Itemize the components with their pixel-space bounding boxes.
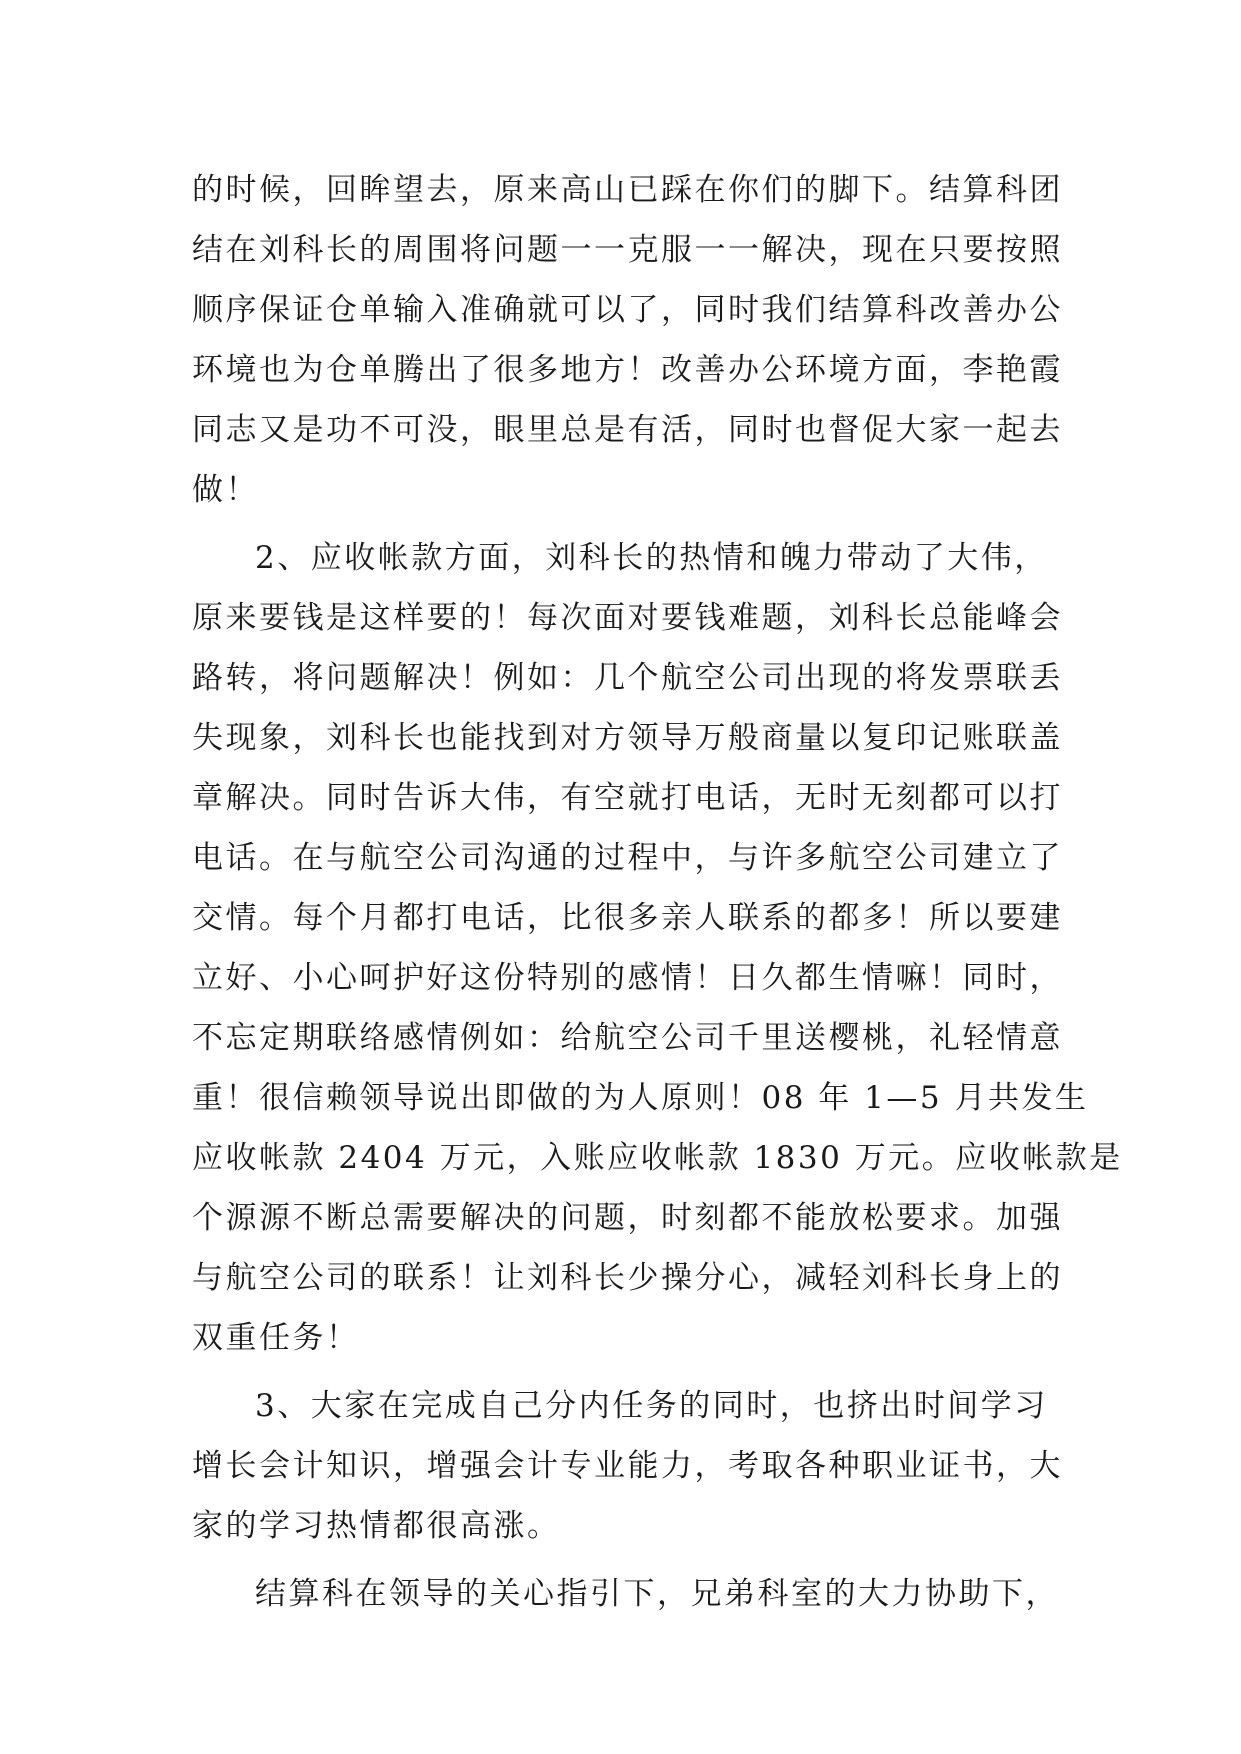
paragraph-item-3 (192, 1376, 1072, 1556)
document-body (192, 160, 1123, 1624)
text-line: 失现象，刘科长也能找到对方领导万般商量以复印记账联盖 (192, 720, 1063, 756)
text-line: 原来要钱是这样要的！每次面对要钱难题，刘科长总能峰会 (192, 600, 1063, 636)
text-line: 增长会计知识，增强会计专业能力，考取各种职业证书，大 (192, 1448, 1063, 1484)
text-line: 同志又是功不可没，眼里总是有活，同时也督促大家一起去 (192, 412, 1063, 448)
paragraph-closing (192, 1564, 1072, 1624)
text-line: 环境也为仓单腾出了很多地方！改善办公环境方面，李艳霞 (192, 352, 1063, 388)
text-line: 家的学习热情都很高涨。 (192, 1508, 561, 1544)
text-line: 不忘定期联络感情例如：给航空公司千里送樱桃，礼轻情意 (192, 1020, 1063, 1056)
text-line: 双重任务！ (192, 1320, 360, 1356)
text-line: 与航空公司的联系！让刘科长少操分心，减轻刘科长身上的 (192, 1260, 1063, 1296)
text-line: 立好、小心呵护好这份特别的感情！日久都生情嘛！同时， (192, 960, 1063, 996)
text-line: 交情。每个月都打电话，比很多亲人联系的都多！所以要建 (192, 900, 1063, 936)
text-line: 应收帐款 2404 万元，入账应收帐款 1830 万元。应收帐款是 (192, 1140, 1123, 1176)
paragraph-item-2 (192, 528, 1123, 1368)
text-line: 重！很信赖领导说出即做的为人原则！08 年 1—5 月共发生 (192, 1080, 1089, 1116)
text-line: 顺序保证仓单输入准确就可以了，同时我们结算科改善办公 (192, 292, 1063, 328)
text-line: 3、大家在完成自己分内任务的同时，也挤出时间学习 (255, 1388, 1048, 1424)
paragraph-continued (192, 160, 1072, 520)
text-line: 个源源不断总需要解决的问题，时刻都不能放松要求。加强 (192, 1200, 1063, 1236)
text-line: 结算科在领导的关心指引下，兄弟科室的大力协助下， (255, 1576, 1059, 1612)
text-line: 章解决。同时告诉大伟，有空就打电话，无时无刻都可以打 (192, 780, 1063, 816)
text-line: 2、应收帐款方面，刘科长的热情和魄力带动了大伟， (255, 540, 1048, 576)
text-line: 路转，将问题解决！例如：几个航空公司出现的将发票联丢 (192, 660, 1063, 696)
text-line: 结在刘科长的周围将问题一一克服一一解决，现在只要按照 (192, 232, 1063, 268)
text-line: 电话。在与航空公司沟通的过程中，与许多航空公司建立了 (192, 840, 1063, 876)
text-line: 的时候，回眸望去，原来高山已踩在你们的脚下。结算科团 (192, 172, 1063, 208)
text-line: 做！ (192, 472, 259, 508)
